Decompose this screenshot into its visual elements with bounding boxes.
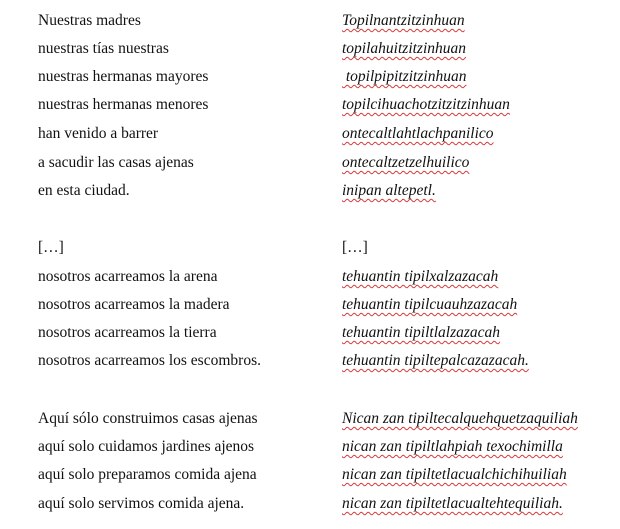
spanish-line: […] (38, 239, 64, 256)
nahuatl-text: ontecaltlahtlachpanilico (342, 125, 494, 142)
nahuatl-line: […] (342, 239, 368, 256)
spanish-line: nosotros acarreamos la tierra (38, 324, 217, 341)
nahuatl-text: tehuantin tipiltlalzazacah (342, 324, 501, 341)
spanish-line: en esta ciudad. (38, 182, 130, 199)
nahuatl-text: tehuantin tipiltepalcazazacah. (342, 352, 529, 369)
nahuatl-line (342, 267, 498, 287)
nahuatl-text: tehuantin tipilxalzazacah (342, 268, 499, 285)
nahuatl-text: topilcihuachotzitzitzinhuan (342, 96, 510, 113)
nahuatl-line (342, 351, 529, 371)
spanish-line: a sacudir las casas ajenas (38, 154, 194, 171)
nahuatl-line (342, 67, 466, 87)
nahuatl-text: inipan altepetl. (342, 182, 436, 199)
nahuatl-line (342, 323, 500, 343)
nahuatl-line (342, 494, 563, 514)
spanish-line: Aquí sólo construimos casas ajenas (38, 410, 258, 427)
spanish-line: nosotros acarreamos la madera (38, 296, 230, 313)
spanish-line: aquí solo servimos comida ajena. (38, 495, 245, 512)
nahuatl-text: tehuantin tipilcuauhzazacah (342, 296, 518, 313)
spanish-line: aquí solo preparamos comida ajena (38, 466, 257, 483)
nahuatl-text: Nican zan tipiltecalquehquetzaquiliah (342, 410, 578, 427)
spanish-line: nosotros acarreamos la arena (38, 268, 218, 285)
spanish-line: han venido a barrer (38, 125, 159, 142)
nahuatl-text: nican zan tipiltetlacualtehtequiliah. (342, 495, 563, 512)
nahuatl-text: ontecaltzetzelhuilico (342, 154, 470, 171)
spanish-line: nosotros acarreamos los escombros. (38, 352, 261, 369)
nahuatl-line (342, 39, 466, 59)
nahuatl-text: Topilnantzitzinhuan (342, 12, 465, 29)
nahuatl-line (342, 11, 465, 31)
nahuatl-text: topilpipitzitzinhuan (342, 68, 467, 85)
nahuatl-line (342, 95, 510, 115)
spanish-line: nuestras hermanas mayores (38, 68, 209, 85)
nahuatl-line (342, 124, 494, 144)
spanish-line: nuestras hermanas menores (38, 96, 209, 113)
spanish-line: Nuestras madres (38, 12, 141, 29)
spanish-line: aquí solo cuidamos jardines ajenos (38, 438, 255, 455)
nahuatl-line (342, 409, 578, 429)
nahuatl-text: topilahuitzitzinhuan (342, 40, 467, 57)
nahuatl-line (342, 465, 567, 485)
spanish-line: nuestras tías nuestras (38, 40, 169, 57)
nahuatl-line (342, 181, 436, 201)
nahuatl-line (342, 437, 563, 457)
nahuatl-text: nican zan tipiltlahpiah texochimilla (342, 438, 563, 455)
nahuatl-line (342, 153, 469, 173)
nahuatl-line (342, 295, 517, 315)
nahuatl-text: nican zan tipiltetlacualchichihuiliah (342, 466, 567, 483)
